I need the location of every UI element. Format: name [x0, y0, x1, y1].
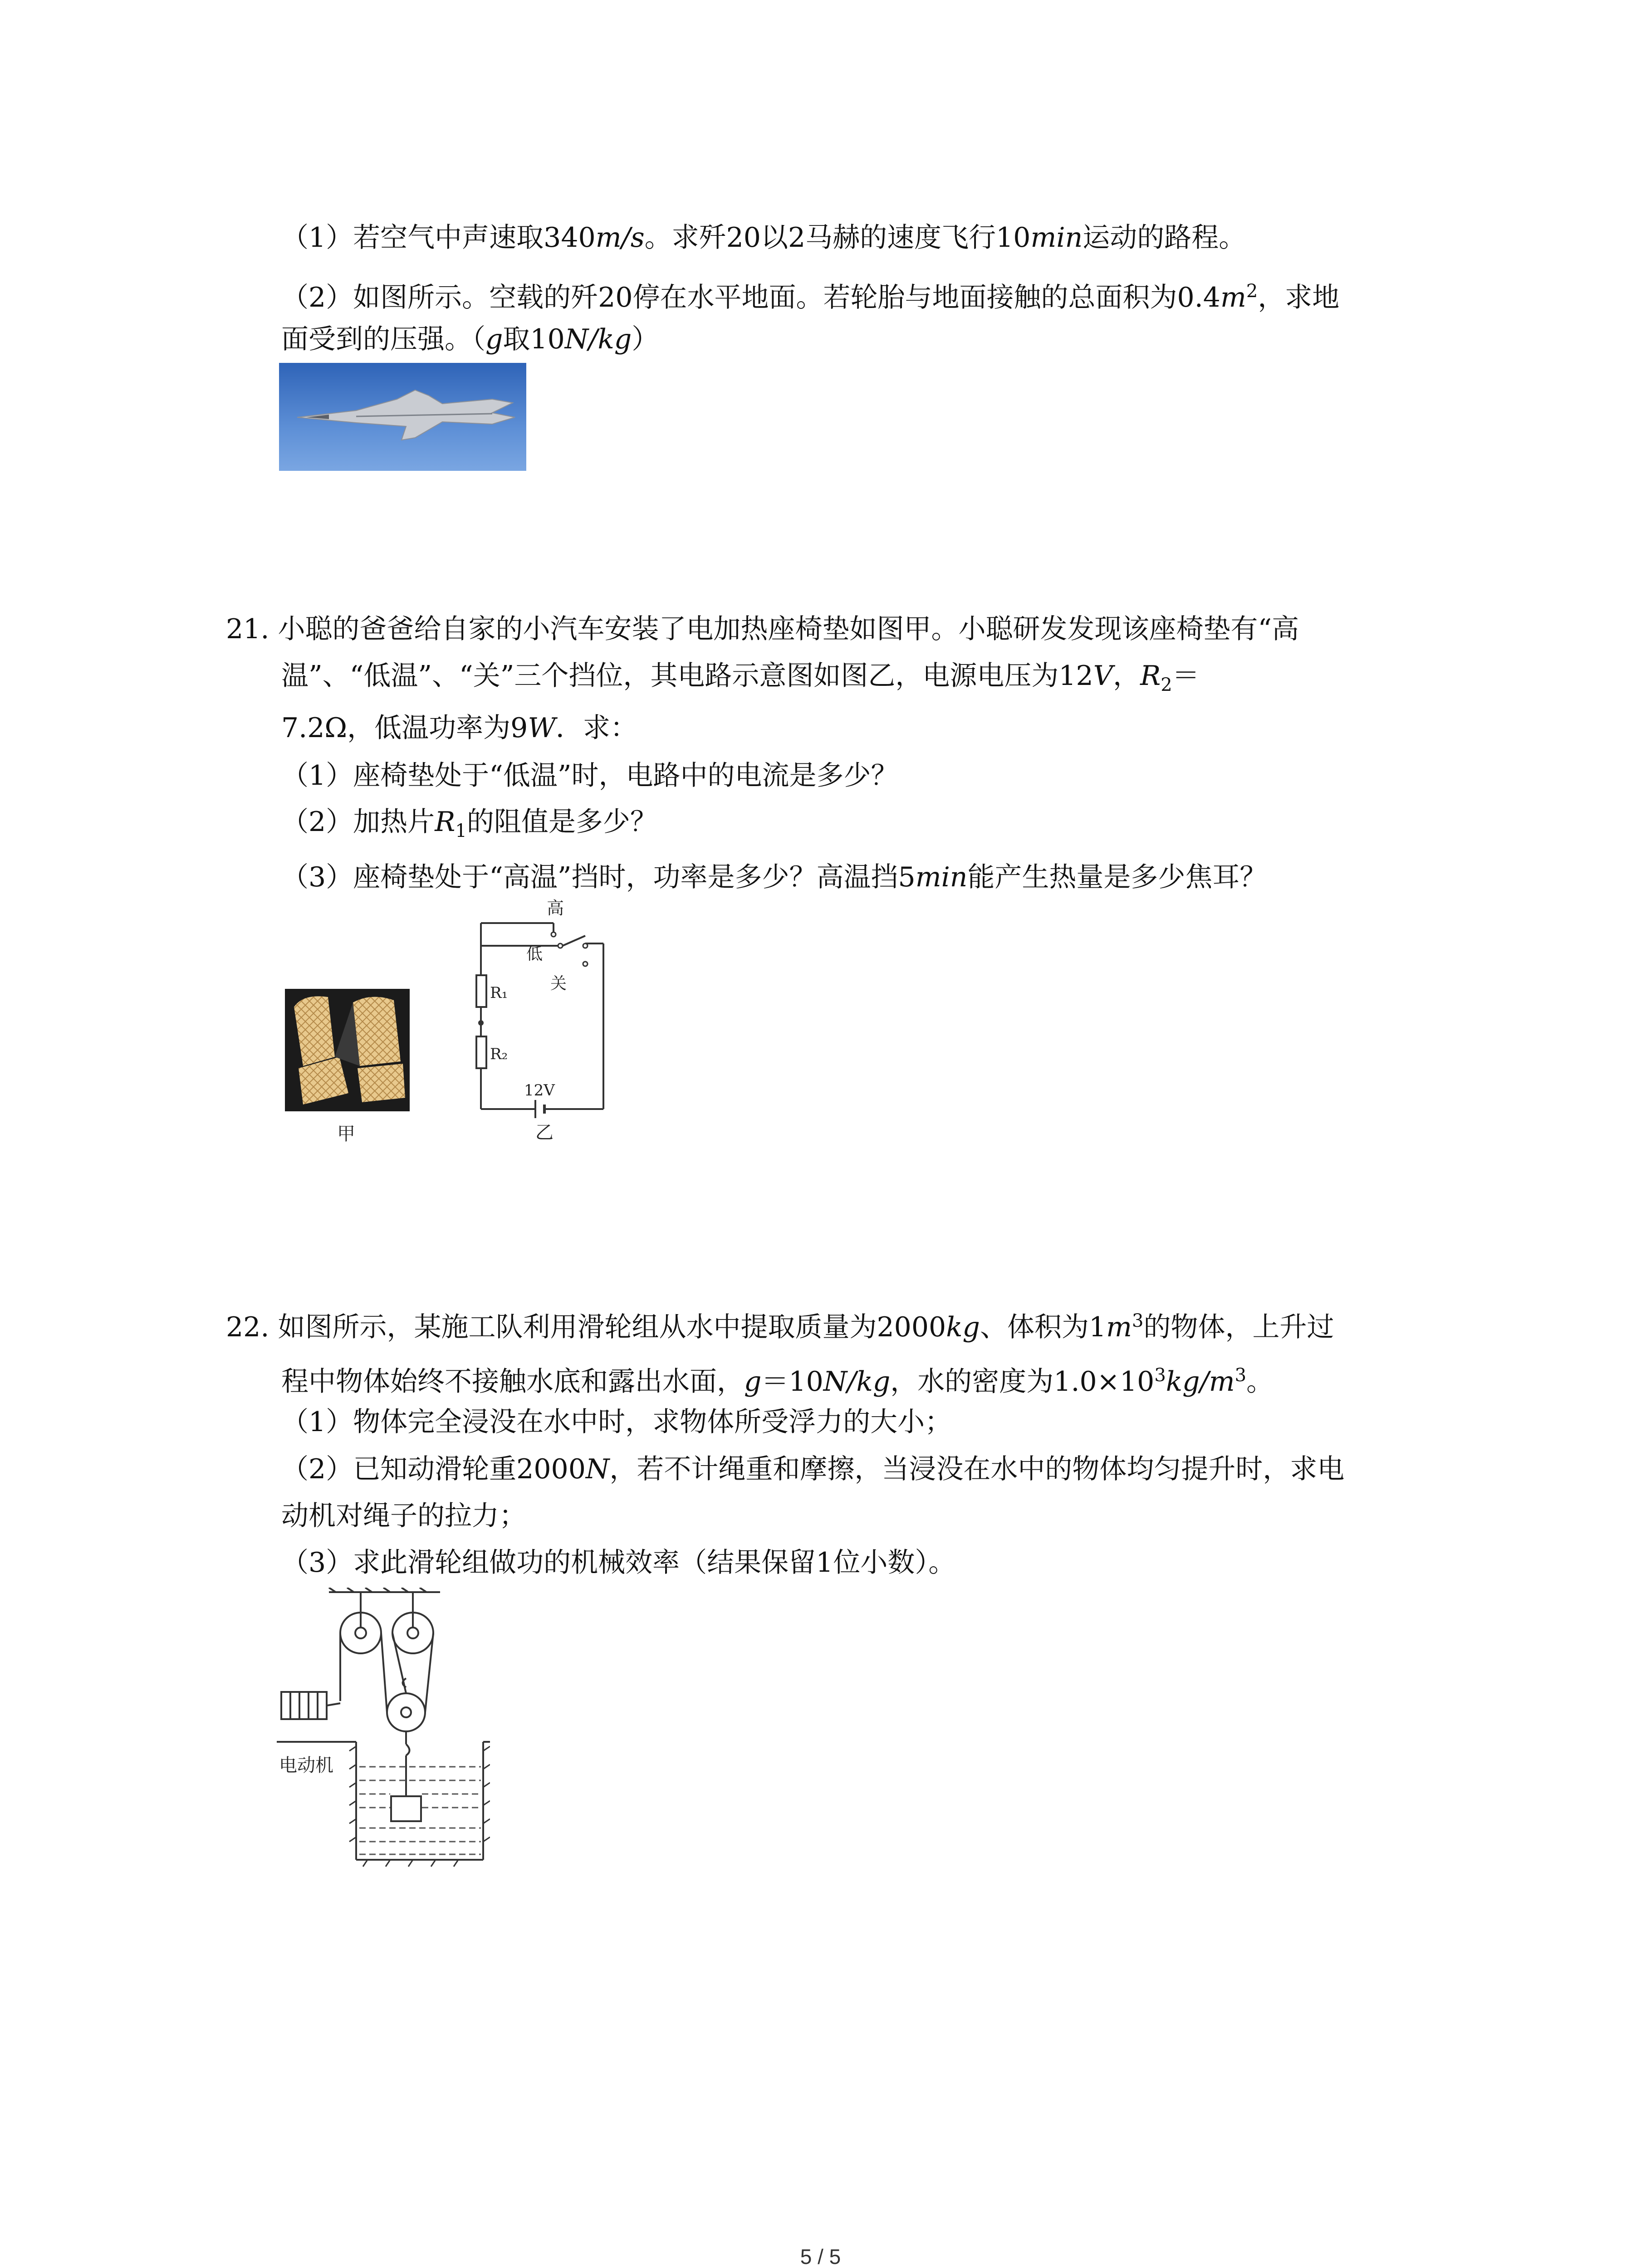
- q22-line2: 程中物体始终不接触水底和露出水面，g＝10N/kg，水的密度为$1.0\times 10^3kg/m^3$。: [281, 1365, 1274, 1398]
- q21-line2: 温”、“低温”、“关”三个挡位，其电路示意图如图乙，电源电压为12V，$R_2=$: [281, 660, 1200, 695]
- label-off: 关: [550, 974, 567, 993]
- figure-jia-caption: 甲: [337, 1124, 355, 1144]
- figure-yi-caption: 乙: [535, 1122, 554, 1143]
- pulley-system-diagram: [277, 1588, 490, 1869]
- q22-sub2-line2: 动机对绳子的拉力；: [281, 1500, 526, 1532]
- label-voltage: 12V: [524, 1081, 555, 1100]
- circuit-diagram: [449, 896, 622, 1150]
- label-high: 高: [547, 898, 564, 918]
- q20-part2-line2: 面受到的压强。（g取10N/kg）: [281, 323, 659, 355]
- q22-sub1: （1）物体完全浸没在水中时，求物体所受浮力的大小；: [281, 1406, 952, 1438]
- label-r2: R₂: [490, 1045, 508, 1063]
- q22-sub3: （3）求此滑轮组做功的机械效率（结果保留1位小数）。: [281, 1547, 956, 1579]
- q22-sub2-line1: （2）已知动滑轮重2000N，若不计绳重和摩擦，当浸没在水中的物体均匀提升时，求电: [281, 1453, 1345, 1485]
- page-number: 5 / 5: [800, 2245, 841, 2268]
- q21-sub1: （1）座椅垫处于“低温”时，电路中的电流是多少？: [281, 760, 898, 792]
- seat-cushion-photo: [285, 989, 410, 1111]
- q20-part1: （1）若空气中声速取340m/s。求歼20以2马赫的速度飞行10min运动的路程。: [281, 222, 1246, 254]
- q21-line3: 7.2Ω，低温功率为9W．求：: [281, 712, 638, 744]
- q21-sub2: （2）加热片$R_1$的阻值是多少？: [281, 806, 657, 841]
- label-low: 低: [526, 945, 543, 963]
- label-r1: R₁: [490, 984, 508, 1002]
- q20-part2-line1: （2）如图所示。空载的歼20停在水平地面。若轮胎与地面接触的总面积为$0.4m^2$，求地: [281, 281, 1340, 313]
- jet-photo: [279, 363, 526, 471]
- motor-label: 电动机: [279, 1755, 333, 1776]
- q21-line1: 21. 小聪的爸爸给自家的小汽车安装了电加热座椅垫如图甲。小聪研发发现该座椅垫有“高: [226, 613, 1299, 645]
- q21-sub3: （3）座椅垫处于“高温”挡时，功率是多少？高温挡5min能产生热量是多少焦耳？: [281, 861, 1267, 893]
- q22-line1: 22. 如图所示，某施工队利用滑轮组从水中提取质量为2000kg、体积为$1m^3$的物体，上升过: [226, 1310, 1334, 1343]
